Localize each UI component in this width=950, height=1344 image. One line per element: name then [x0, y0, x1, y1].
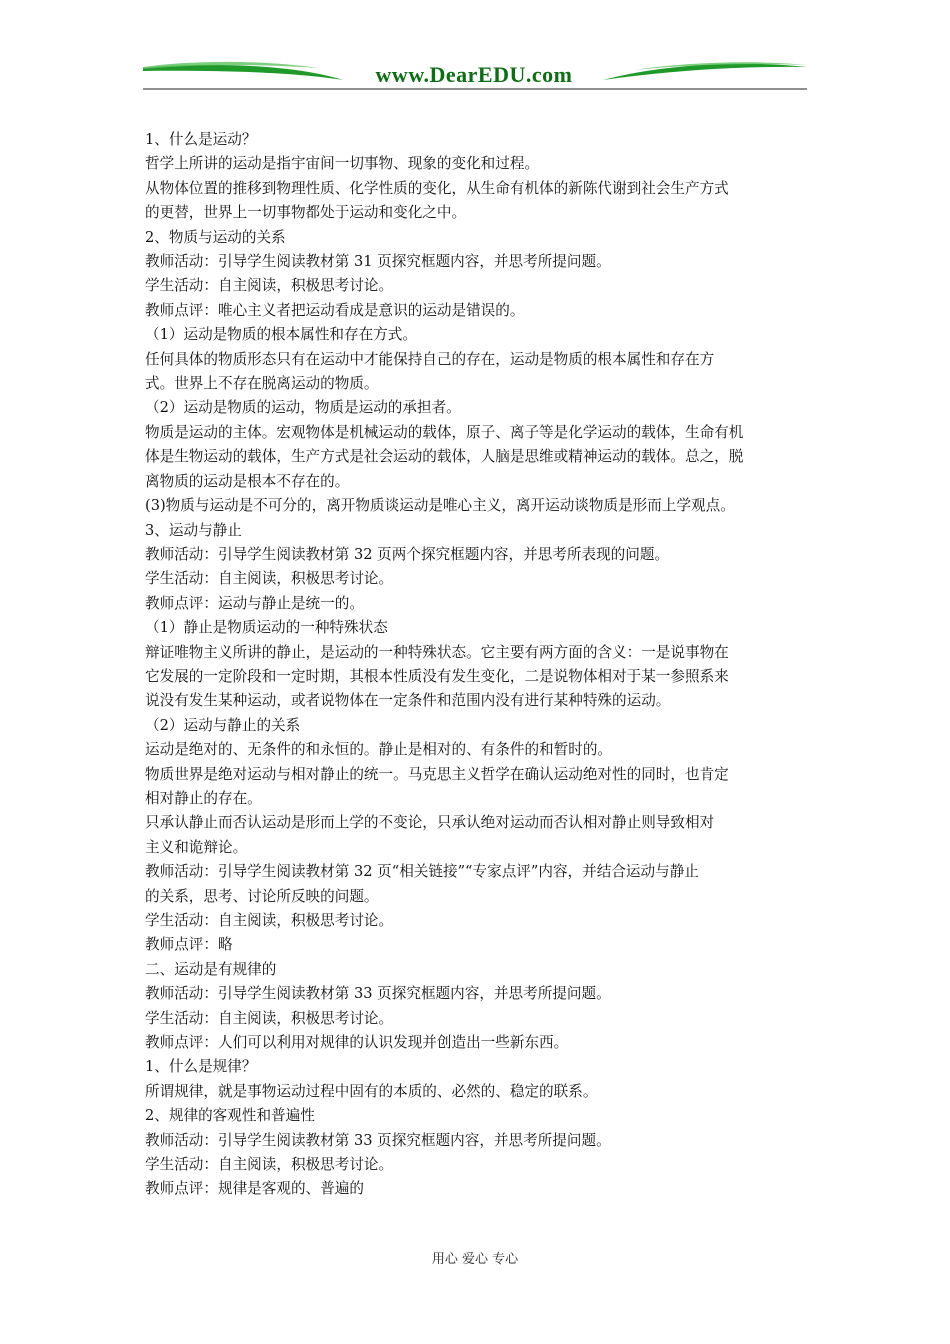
- text-line: 的关系，思考、讨论所反映的问题。: [145, 887, 379, 905]
- text-line: 学生活动：自主阅读，积极思考讨论。: [145, 912, 394, 929]
- text-line: 的更替，世界上一切事物都处于运动和变化之中。: [145, 204, 467, 222]
- text-line: 3、运动与静止: [145, 521, 242, 539]
- text-line: 学生活动：自主阅读，积极思考讨论。: [145, 1009, 394, 1027]
- text-line: 运动是绝对的、无条件的和永恒的。静止是相对的、有条件的和暂时的。: [145, 741, 613, 759]
- text-line: 式。世界上不存在脱离运动的物质。: [145, 375, 379, 393]
- text-line: 1、什么是规律？: [145, 1058, 257, 1076]
- text-line: 1、什么是运动？: [145, 131, 257, 148]
- text-line: 相对静止的存在。: [145, 789, 262, 807]
- text-line: 说没有发生某种运动，或者说物体在一定条件和范围内没有进行某种特殊的运动。: [145, 692, 671, 710]
- text-line: 学生活动：自主阅读，积极思考讨论。: [145, 277, 394, 295]
- text-line: 教师点评：人们可以利用对规律的认识发现并创造出一些新东西。: [145, 1034, 569, 1052]
- text-line: 2、物质与运动的关系: [145, 228, 286, 246]
- text-line: 辩证唯物主义所讲的静止，是运动的一种特殊状态。它主要有两方面的含义：一是说事物在: [145, 643, 729, 661]
- text-line: 物质世界是绝对运动与相对静止的统一。马克思主义哲学在确认运动绝对性的同时，也肯定: [145, 765, 729, 783]
- page-footer: 用心 爱心 专心: [431, 1252, 519, 1267]
- text-line: 任何具体的物质形态只有在运动中才能保持自己的存在，运动是物质的根本属性和存在方: [145, 350, 715, 368]
- text-line: （1）静止是物质运动的一种特殊状态: [145, 619, 388, 637]
- text-line: 教师活动：引导学生阅读教材第 32 页两个探究框题内容，并思考所表现的问题。: [145, 545, 670, 563]
- text-line: (3)物质与运动是不可分的，离开物质谈运动是唯心主义，离开运动谈物质是形而上学观点。: [145, 497, 735, 515]
- text-line: （1）运动是物质的根本属性和存在方式。: [145, 326, 417, 344]
- text-line: 学生活动：自主阅读，积极思考讨论。: [145, 570, 394, 588]
- text-line: （2）运动与静止的关系: [145, 716, 301, 734]
- text-line: 教师活动：引导学生阅读教材第 31 页探究框题内容，并思考所提问题。: [145, 253, 611, 271]
- text-line: 体是生物运动的载体，生产方式是社会运动的载体，人脑是思维或精神运动的载体。总之，脱: [145, 448, 744, 466]
- text-line: 只承认静止而否认运动是形而上学的不变论，只承认绝对运动而否认相对静止则导致相对: [145, 814, 715, 832]
- text-line: 从物体位置的推移到物理性质、化学性质的变化，从生命有机体的新陈代谢到社会生产方式: [145, 179, 729, 197]
- text-line: 离物质的运动是根本不存在的。: [145, 472, 350, 490]
- text-line: （2）运动是物质的运动，物质是运动的承担者。: [145, 399, 461, 417]
- text-line: 教师点评：唯心主义者把运动看成是意识的运动是错误的。: [145, 301, 525, 319]
- text-line: 物质是运动的主体。宏观物体是机械运动的载体，原子、离子等是化学运动的载体，生命有机: [145, 423, 744, 441]
- text-line: 所谓规律，就是事物运动过程中固有的本质的、必然的、稳定的联系。: [145, 1082, 598, 1100]
- text-line: 教师活动：引导学生阅读教材第 33 页探究框题内容，并思考所提问题。: [145, 985, 611, 1003]
- text-line: 教师点评：运动与静止是统一的。: [145, 594, 364, 612]
- document-body: [145, 128, 809, 1202]
- text-line: 哲学上所讲的运动是指宇宙间一切事物、现象的变化和过程。: [145, 155, 540, 173]
- page-header: [143, 58, 807, 92]
- text-line: 2、规律的客观性和普遍性: [145, 1107, 315, 1125]
- site-logo-text: www.DearEDU.com: [375, 62, 573, 87]
- text-line: 教师点评：规律是客观的、普遍的: [145, 1180, 364, 1198]
- text-line: 教师活动：引导学生阅读教材第 32 页“相关链接”“专家点评”内容，并结合运动与静止: [145, 863, 699, 881]
- text-line: 学生活动：自主阅读，积极思考讨论。: [145, 1156, 394, 1174]
- text-line: 主义和诡辩论。: [145, 838, 248, 856]
- text-line: 教师活动：引导学生阅读教材第 33 页探究框题内容，并思考所提问题。: [145, 1131, 611, 1149]
- text-line: 它发展的一定阶段和一定时期，其根本性质没有发生变化，二是说物体相对于某一参照系来: [145, 667, 729, 685]
- text-line: 二、运动是有规律的: [145, 960, 277, 978]
- text-line: 教师点评：略: [145, 936, 233, 954]
